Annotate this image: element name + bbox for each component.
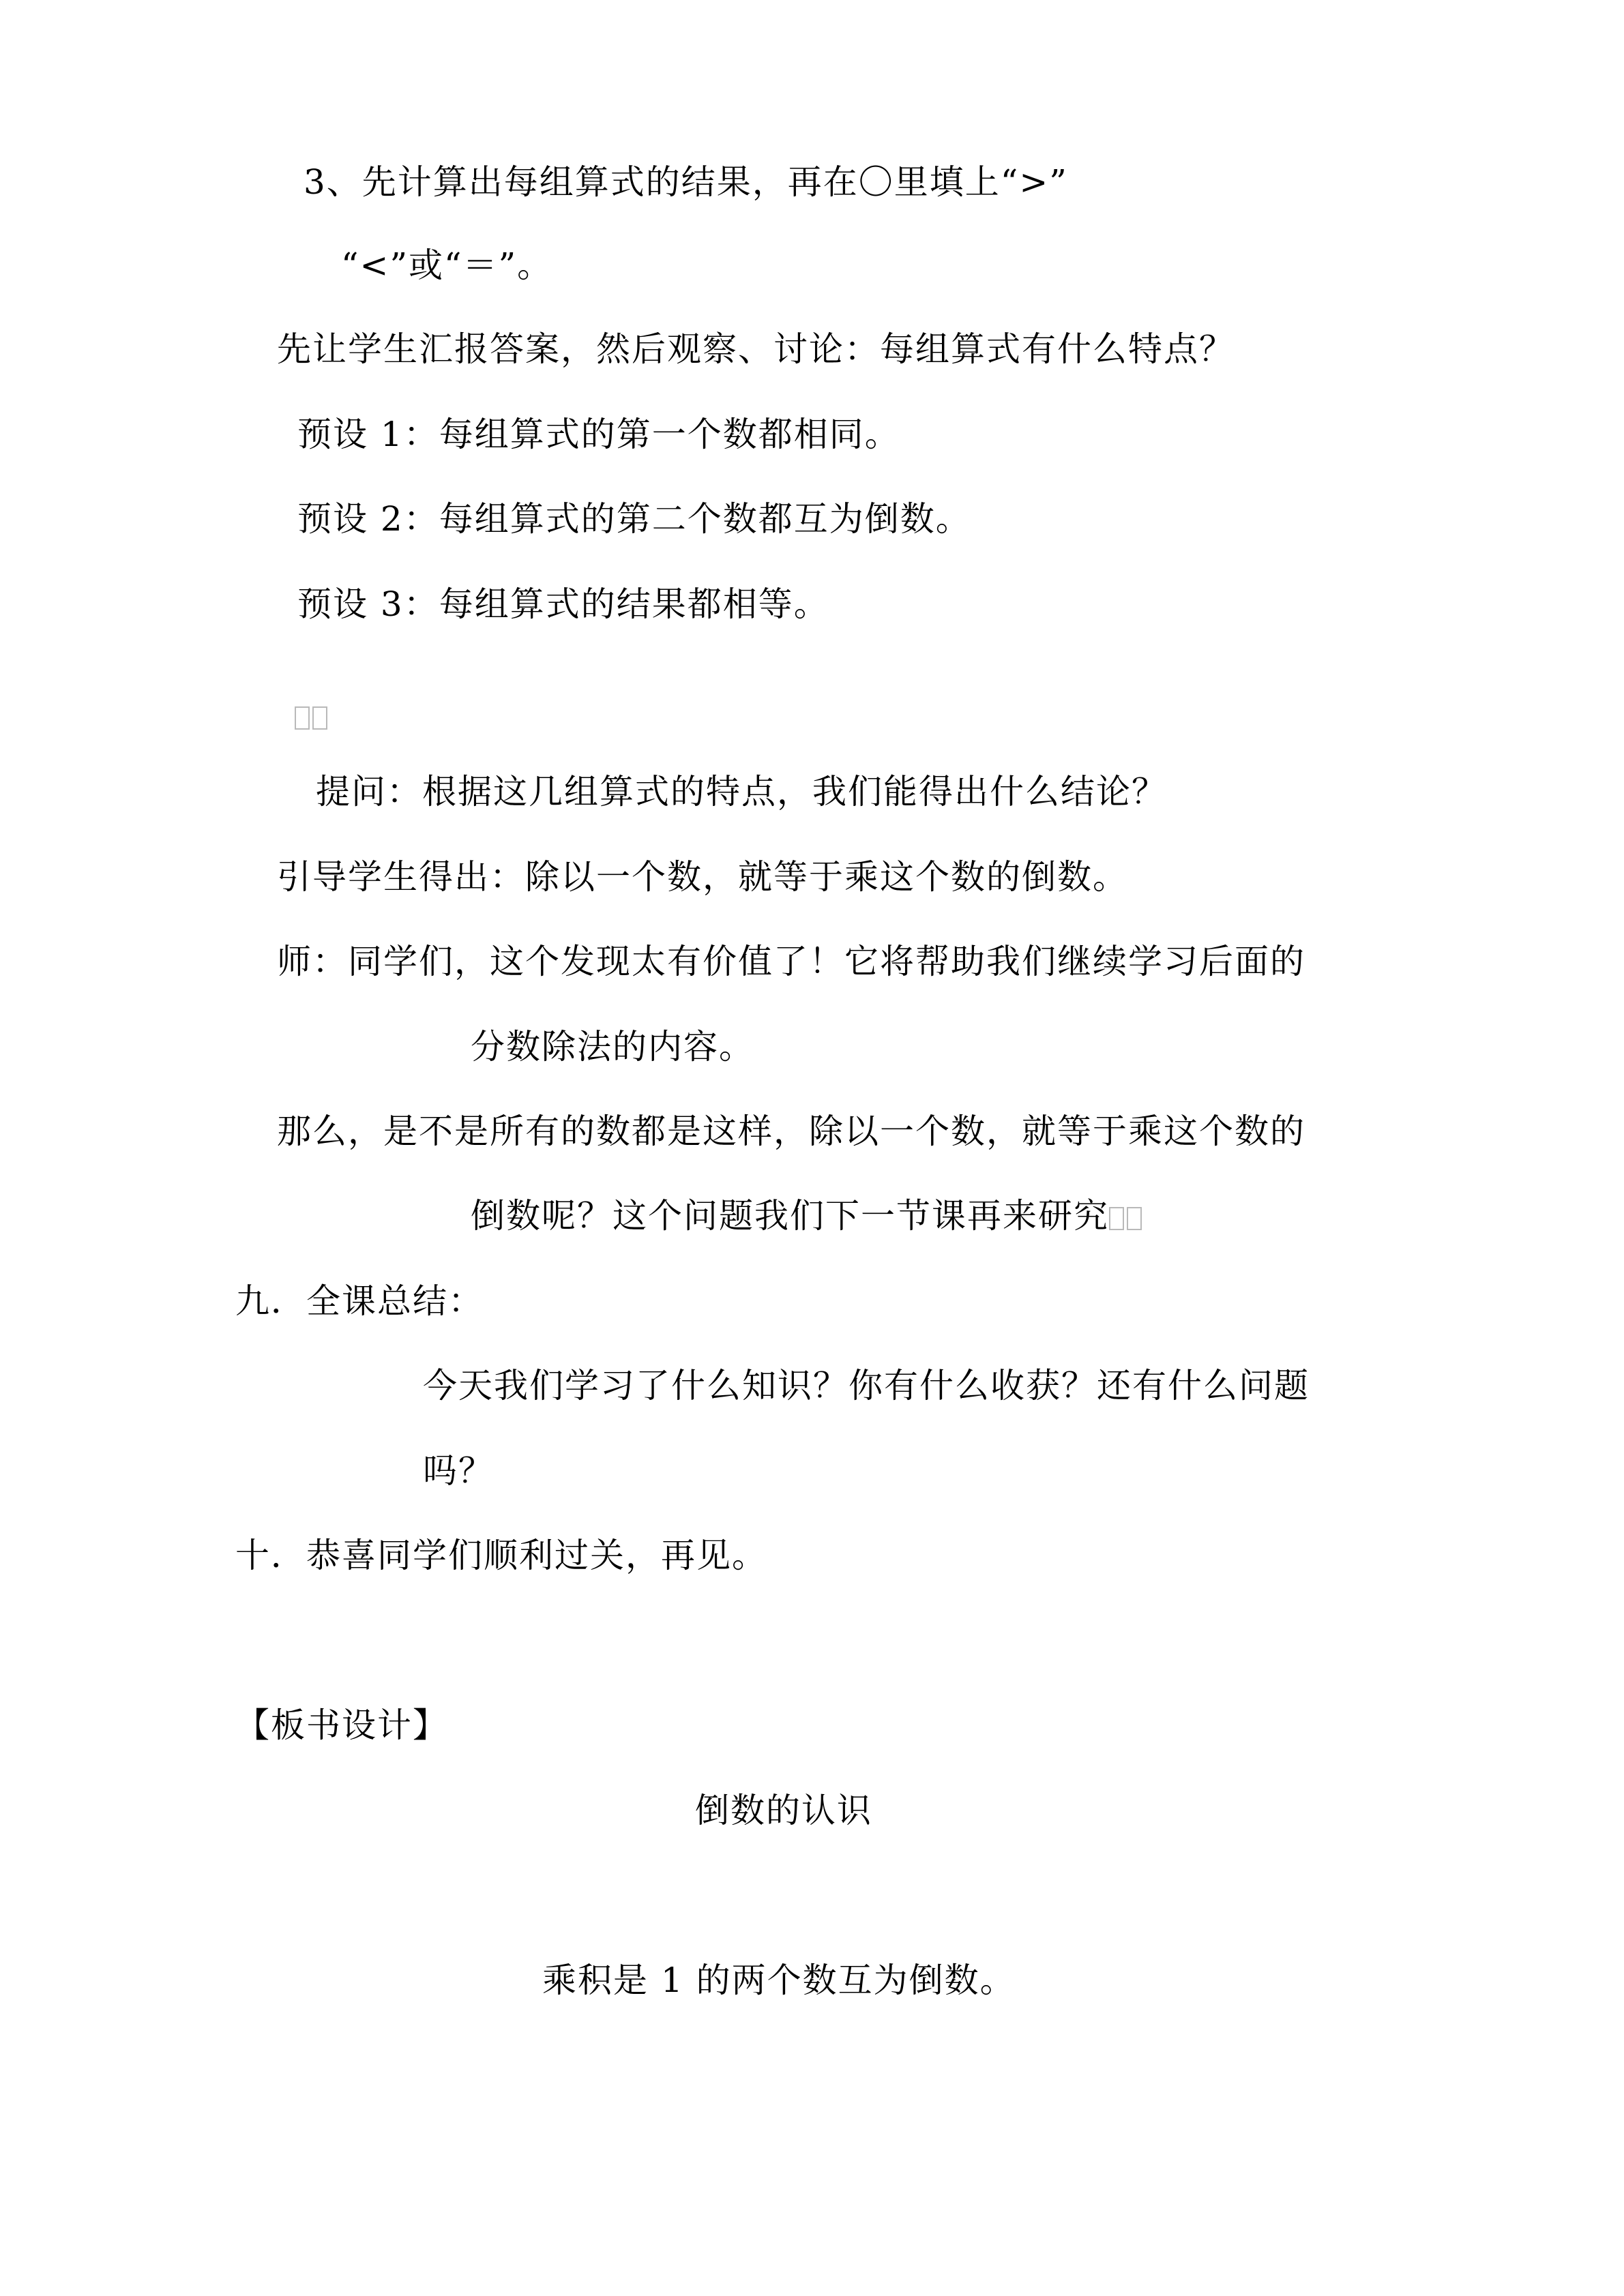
missing-glyph-box [312,706,327,730]
blackboard-definition: 乘积是 1 的两个数互为倒数。 [542,1960,1016,2000]
exercise-3-instruction-continued: “<”或“＝”。 [341,245,553,285]
blackboard-title: 倒数的认识 [695,1791,872,1830]
further-question-text: 倒数呢？这个问题我们下一节课再来研究 [471,1196,1109,1236]
section-10-heading: 十．恭喜同学们顺利过关，再见。 [235,1536,767,1575]
further-question-continued [471,1195,1145,1237]
exercise-3-instruction: 3、先计算出每组算式的结果，再在〇里填上“>” [304,162,1068,202]
teacher-remark: 师：同学们，这个发现太有价值了！它将帮助我们继续学习后面的 [277,942,1305,981]
blackboard-design-heading: 【板书设计】 [235,1705,448,1745]
further-question: 那么，是不是所有的数都是这样，除以一个数，就等于乘这个数的 [277,1112,1305,1151]
preset-2: 预设 2：每组算式的第二个数都互为倒数。 [297,499,971,539]
preset-1: 预设 1：每组算式的第一个数都相同。 [297,415,900,454]
missing-glyph-box [295,706,310,730]
guide-conclusion: 引导学生得出：除以一个数，就等于乘这个数的倒数。 [277,857,1128,897]
report-and-discuss: 先让学生汇报答案，然后观察、讨论：每组算式有什么特点？ [277,329,1235,369]
summary-question-continued: 吗？ [423,1451,494,1491]
question-prompt: 提问：根据这几组算式的特点，我们能得出什么结论？ [316,772,1167,811]
section-9-heading: 九．全课总结： [235,1281,484,1321]
missing-glyph-box [1109,1207,1124,1230]
summary-question: 今天我们学习了什么知识？你有什么收获？还有什么问题 [423,1366,1310,1405]
missing-glyph-box [1127,1207,1142,1230]
preset-3: 预设 3：每组算式的结果都相等。 [297,584,829,624]
teacher-remark-continued: 分数除法的内容。 [471,1027,754,1067]
missing-glyph-placeholder [295,694,330,736]
